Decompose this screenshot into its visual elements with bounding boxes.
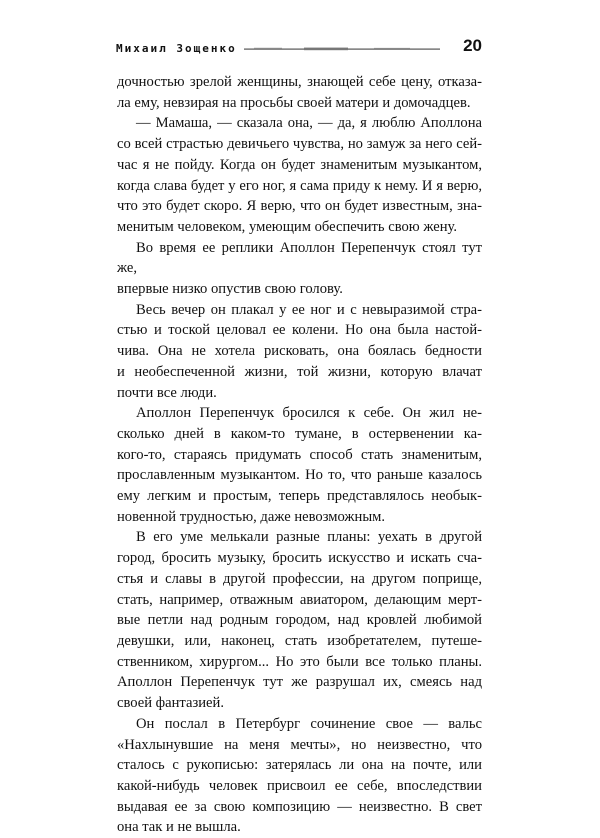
text-line [117,755,482,776]
line-text: выдавая ее за свою композицию — неизвестно. В свет [117,798,482,815]
text-line [117,196,482,217]
text-line [117,403,482,424]
text-line [117,569,482,590]
text-line [117,134,482,155]
text-line [117,238,482,279]
line-text: сталось с рукописью: затерялась ли она на почте, или [117,757,482,774]
line-text: стью и тоской целовал ее колени. Но она была настой- [117,322,482,339]
line-text: стать, например, отважным авиатором, делающим мерт- [117,591,482,608]
text-line [117,693,482,714]
line-text: она так и не вышла. [117,819,241,836]
text-line [117,155,482,176]
text-line [117,507,482,528]
line-text: час я не пойду. Когда он будет знаменитым музыкантом, [117,156,482,173]
text-line [117,320,482,341]
paragraph [117,300,482,404]
line-text: какой-нибудь человек присвоил ее себе, впоследствии [117,777,482,794]
line-text: дочностью зрелой женщины, знающей себе цену, отказа- [117,74,482,90]
line-text: со всей страстью девичьего чувства, но замуж за него сей- [117,136,482,153]
text-line [117,72,482,93]
text-line [117,527,482,548]
author-name: Михаил Зощенко [116,42,237,55]
line-text: «Нахлынувшие на меня мечты», но неизвестно, что [117,736,482,753]
line-text: Весь вечер он плакал у ее ног и с невыразимой стра- [136,301,482,318]
line-text: ему легким и простым, теперь представлялось необык- [117,488,482,505]
text-line [117,672,482,693]
text-line [117,548,482,569]
paragraph [117,238,482,300]
line-text: кого-то, стараясь придумать способ стать знаменитым, [117,446,482,463]
text-line [117,113,482,134]
line-text: впервые низко опустив свою голову. [117,281,343,298]
line-text: сколько дней в каком-то тумане, в остервенении ка- [117,425,482,442]
line-text: Аполлон Перепенчук тут же разрушал их, смеясь над [117,674,482,691]
line-text: Аполлон Перепенчук бросился к себе. Он жил не- [136,405,482,422]
line-text: город, бросить музыку, бросить искусство и искать сча- [117,550,482,567]
text-line [117,817,482,838]
text-line [117,714,482,735]
line-text: Он послал в Петербург сочинение свое — вальс [136,715,482,732]
line-text: ла ему, невзирая на просьбы своей матери и домочадцев. [117,94,471,111]
line-text: новенной трудностью, даже невозможным. [117,508,386,525]
header-rule [244,47,440,51]
paragraph [117,113,482,237]
paragraph [117,403,482,527]
text-line [117,486,482,507]
line-text: ственником, хирургом... Но это были все только планы. [117,653,482,670]
running-head [116,36,482,60]
text-line [117,300,482,321]
text-line [117,176,482,197]
line-text: вые петли над родным городом, над кровлей любимой [117,612,482,629]
paragraph [117,72,482,113]
line-text: почти все люди. [117,384,217,401]
text-line [117,217,482,238]
text-line [117,797,482,818]
paragraph [117,527,482,713]
line-text: своей фантазией. [117,695,224,712]
line-text: девушки, или, наконец, стать изобретателем, путеше- [117,632,482,649]
text-line [117,610,482,631]
line-text: В его уме мелькали разные планы: уехать в другой [136,529,482,546]
text-line [117,424,482,445]
text-line [117,465,482,486]
line-text: и необеспеченной жизни, той жизни, которую влачат [117,363,482,380]
text-line [117,631,482,652]
line-text: стья и славы в другой профессии, на другом поприще, [117,570,482,587]
line-text: что это будет скоро. Я верю, что он будет известным, зна- [117,198,482,215]
text-line [117,362,482,383]
line-text: когда слава будет у его ног, я сама приду к нему. И я верю, [117,177,482,194]
body-text [117,72,482,838]
paragraph [117,714,482,838]
line-text: Во время ее реплики Аполлон Перепенчук стоял тут же, [117,239,482,277]
line-text: — Мамаша, — сказала она, — да, я люблю Аполлона [136,115,482,132]
text-line [117,279,482,300]
text-line [117,93,482,114]
line-text: прославленным музыкантом. Но то, что раньше казалось [117,467,482,484]
page-number: 20 [463,36,482,55]
text-line [117,590,482,611]
text-line [117,383,482,404]
line-text: чива. Она не хотела рисковать, она боялась бедности [117,343,482,360]
text-line [117,652,482,673]
line-text: менитым человеком, умеющим обеспечить свою жену. [117,218,458,235]
text-line [117,776,482,797]
text-line [117,735,482,756]
text-line [117,445,482,466]
text-line [117,341,482,362]
